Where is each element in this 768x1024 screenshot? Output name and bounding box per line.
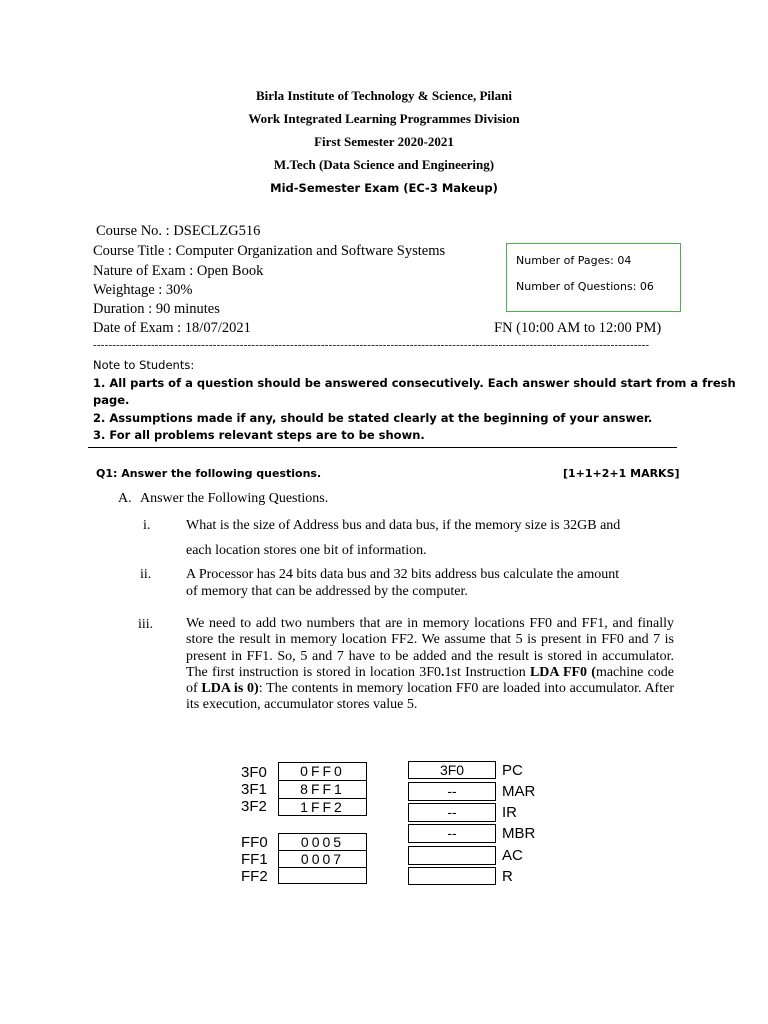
- item-iii-text: We need to add two numbers that are in memory locations FF0 and FF1, and finally store the result in memory location FF2. We assume that 5 is present in FF0 and 7 is present in FF1. So, 5 and 7 have to be added and the result is stored in accumulator. The first instruction is stored in location 3F0.1st Instruction LDA FF0 (machine code of LDA is 0): The contents in memory location FF0 are loaded into accumulator. After its execution, accumulator stores value 5.: [186, 616, 674, 713]
- note-1: 1. All parts of a question should be answered consecutively. Each answer should start from a fresh: [93, 376, 736, 390]
- memory-address-label: FF0: [241, 834, 268, 851]
- exam-session: FN (10:00 AM to 12:00 PM): [494, 320, 662, 336]
- program: M.Tech (Data Science and Engineering): [273, 157, 495, 172]
- question-1-marks: [1+1+2+1 MARKS]: [563, 467, 680, 480]
- register-label-pc: PC: [502, 762, 523, 779]
- item-i-line-2: each location stores one bit of information.: [186, 543, 427, 558]
- item-i-marker: i.: [143, 518, 151, 533]
- note-2: 2. Assumptions made if any, should be stated clearly at the beginning of your answer.: [93, 411, 653, 425]
- register-label-mar: MAR: [502, 783, 536, 800]
- exam-date: Date of Exam : 18/07/2021: [93, 320, 251, 336]
- number-of-pages: Number of Pages: 04: [516, 254, 632, 267]
- item-ii-marker: ii.: [140, 567, 152, 582]
- item-ii-line-1: A Processor has 24 bits data bus and 32 bits address bus calculate the amount: [186, 567, 620, 582]
- memory-cell: [278, 867, 367, 884]
- memory-address-label: FF2: [241, 868, 268, 885]
- memory-address-label: 3F1: [241, 781, 267, 798]
- note-1-continued: page.: [93, 393, 130, 407]
- notes-heading: Note to Students:: [93, 358, 195, 372]
- register-cell-ir: --: [408, 803, 496, 822]
- separator-line: ------------------------------------------------------------------------------------------------------------------------------------------------: [93, 339, 650, 351]
- memory-address-label: FF1: [241, 851, 268, 868]
- duration: Duration : 90 minutes: [93, 301, 220, 317]
- semester: First Semester 2020-2021: [314, 134, 454, 149]
- division-name: Work Integrated Learning Programmes Division: [248, 111, 520, 126]
- course-number: Course No. : DSECLZG516: [96, 223, 261, 239]
- memory-address-label: 3F0: [241, 764, 267, 781]
- question-1-title: Q1: Answer the following questions.: [96, 467, 322, 480]
- weightage: Weightage : 30%: [93, 282, 193, 298]
- register-cell-mbr: --: [408, 824, 496, 843]
- notes-divider: [88, 447, 677, 448]
- part-a-heading: Answer the Following Questions.: [140, 491, 329, 506]
- memory-address-label: 3F2: [241, 798, 267, 815]
- course-title: Course Title : Computer Organization and Software Systems: [93, 243, 446, 259]
- part-a-marker: A.: [118, 491, 132, 506]
- memory-cell: 0FF0: [278, 762, 367, 781]
- register-label-r: R: [502, 868, 513, 885]
- item-i-line-1: What is the size of Address bus and data bus, if the memory size is 32GB and: [186, 518, 621, 533]
- register-cell-pc: 3F0: [408, 761, 496, 779]
- register-label-ir: IR: [502, 804, 517, 821]
- register-cell-r: [408, 867, 496, 885]
- note-3: 3. For all problems relevant steps are to be shown.: [93, 428, 425, 442]
- exam-title: Mid-Semester Exam (EC-3 Makeup): [270, 181, 498, 195]
- institute-name: Birla Institute of Technology & Science, Pilani: [255, 88, 513, 103]
- memory-cell: 1FF2: [278, 798, 367, 816]
- memory-cell: 0007: [278, 850, 367, 868]
- exam-nature: Nature of Exam : Open Book: [93, 263, 264, 279]
- number-of-questions: Number of Questions: 06: [516, 280, 654, 293]
- register-label-ac: AC: [502, 847, 523, 864]
- register-cell-mar: --: [408, 782, 496, 801]
- memory-cell: 0005: [278, 833, 367, 851]
- item-iii-marker: iii.: [138, 617, 154, 632]
- item-ii-line-2: of memory that can be addressed by the computer.: [186, 584, 468, 599]
- register-cell-ac: [408, 846, 496, 865]
- register-label-mbr: MBR: [502, 825, 536, 842]
- pages-info-box: [506, 243, 681, 312]
- memory-cell: 8FF1: [278, 780, 367, 799]
